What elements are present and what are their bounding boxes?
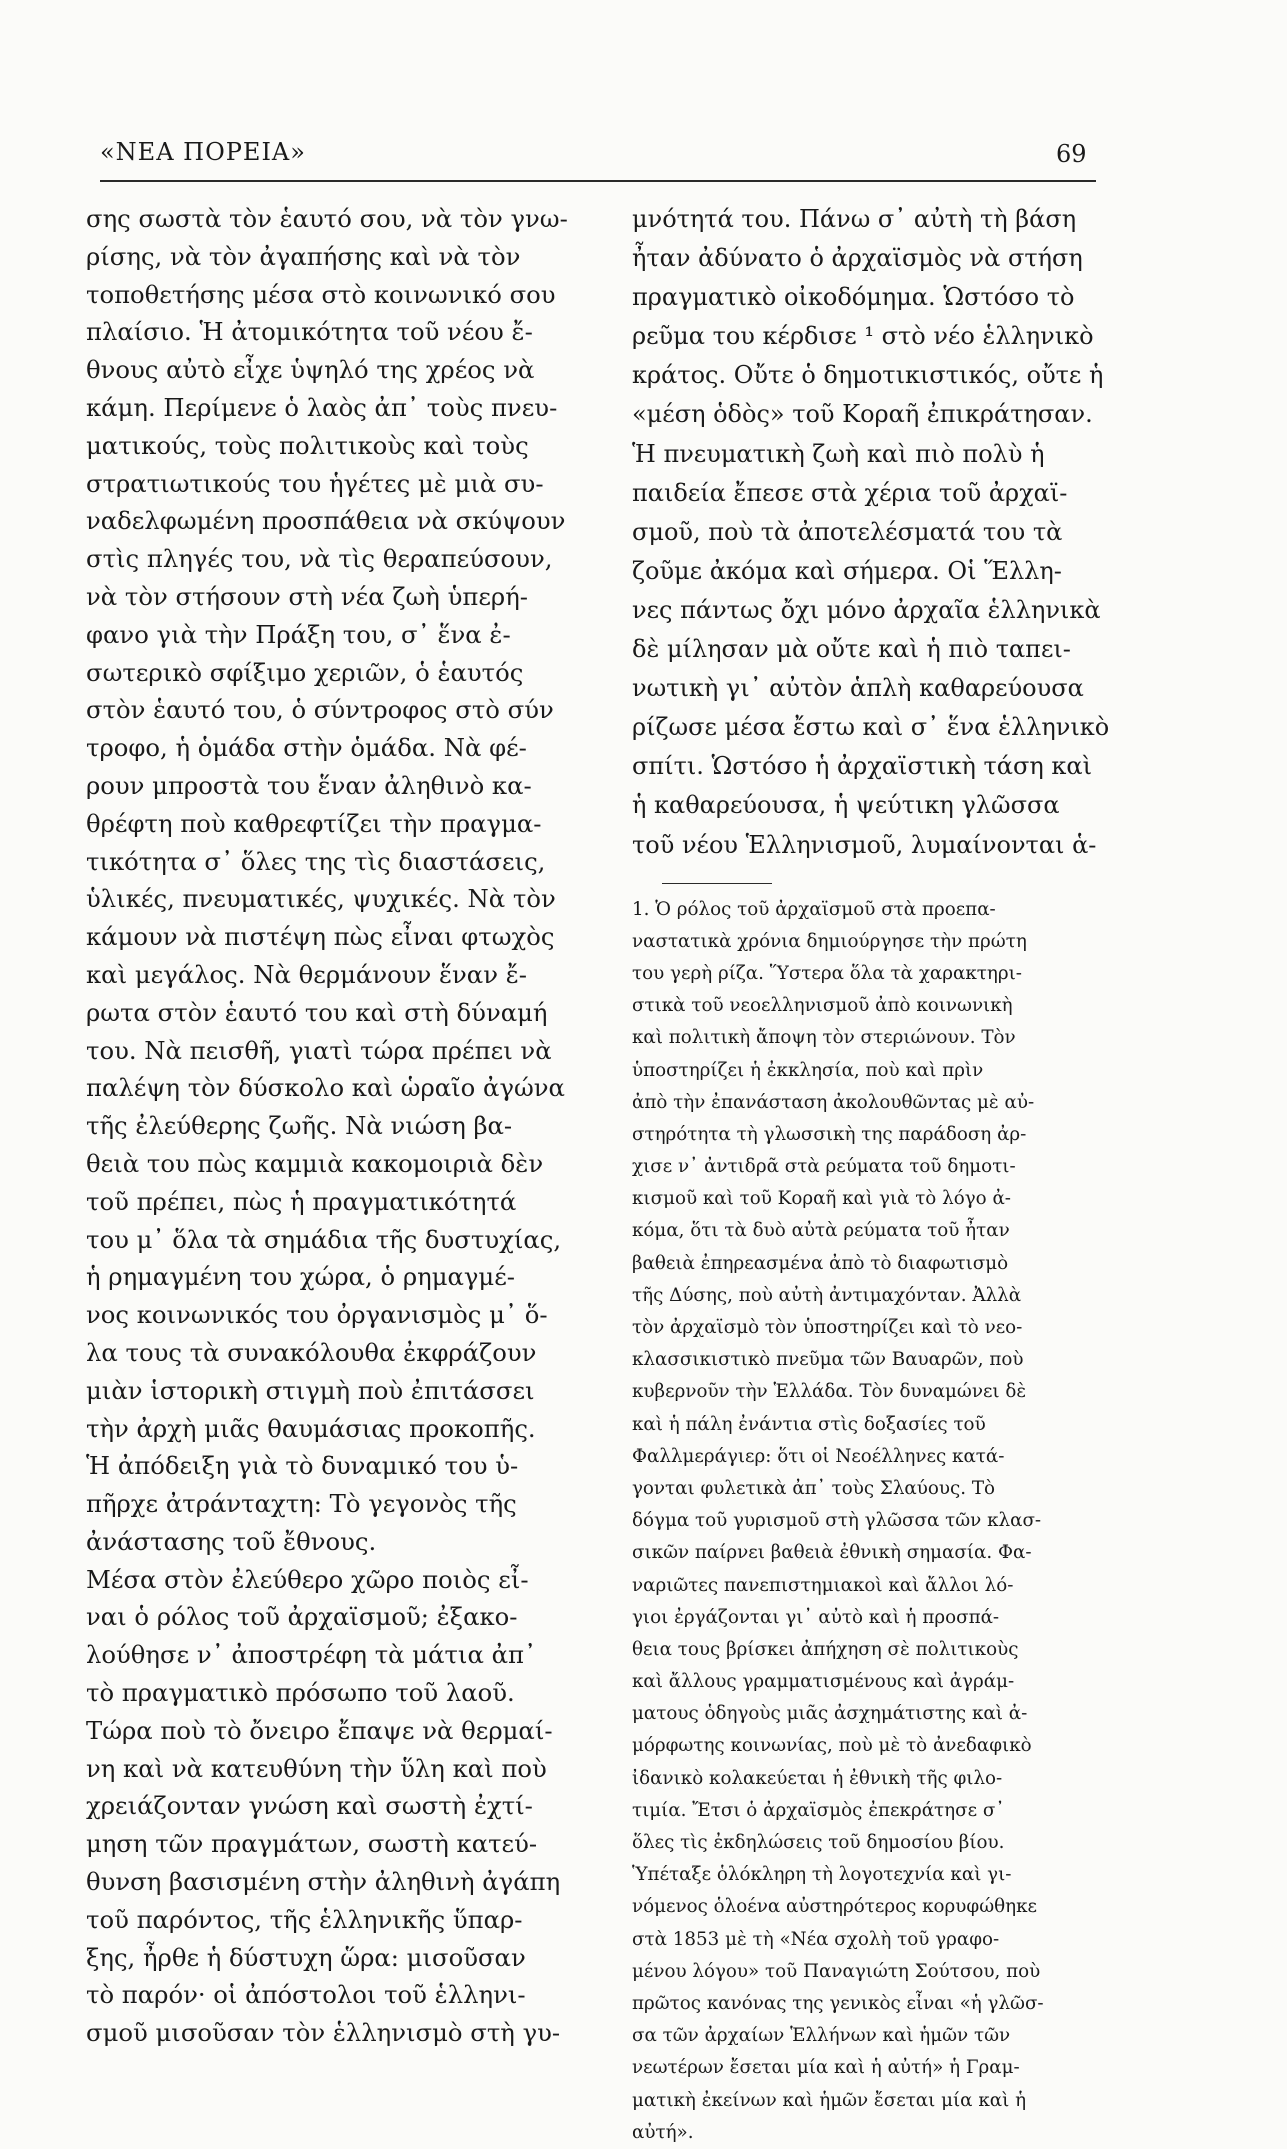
footnote-line: γιοι ἐργάζονται γι᾽ αὐτὸ καὶ ἡ προσπά- bbox=[632, 1606, 1000, 1628]
footnote-line: καὶ ἄλλους γραμματισμένους καὶ ἀγράμ- bbox=[632, 1671, 1015, 1693]
text-line: θειὰ του πὼς καμμιὰ κακομοιριὰ δὲν bbox=[86, 1148, 544, 1178]
text-line: μιὰν ἱστορικὴ στιγμὴ ποὺ ἐπιτάσσει bbox=[86, 1375, 535, 1405]
footnote-line: ματους ὁδηγοὺς μιᾶς ἀσχημάτιστης καὶ ἀ- bbox=[632, 1703, 1028, 1725]
footnote-line: πρῶτος κανόνας της γενικὸς εἶναι «ἡ γλῶσ- bbox=[632, 1992, 1044, 2014]
footnote-line: κόμα, ὅτι τὰ δυὸ αὐτὰ ρεύματα τοῦ ἦταν bbox=[632, 1220, 1010, 1242]
text-line: κάμη. Περίμενε ὁ λαὸς ἀπ᾽ τοὺς πνευ- bbox=[86, 392, 558, 422]
text-line: μνότητά του. Πάνω σ᾽ αὐτὴ τὴ βάση bbox=[632, 205, 1077, 233]
text-line: ρίσης, νὰ τὸν ἀγαπήσης καὶ νὰ τὸν bbox=[86, 241, 521, 271]
text-line: του. Νὰ πεισθῆ, γιατὶ τώρα πρέπει νὰ bbox=[86, 1035, 552, 1065]
text-line: θρέφτη ποὺ καθρεφτίζει τὴν πραγμα- bbox=[86, 808, 542, 838]
text-line: ρεῦμα του κέρδισε ¹ στὸ νέο ἑλληνικὸ bbox=[632, 322, 1094, 351]
text-line: πλαίσιο. Ἡ ἀτομικότητα τοῦ νέου ἔ- bbox=[86, 317, 533, 347]
text-line: λα τους τὰ συνακόλουθα ἐκφράζουν bbox=[86, 1337, 537, 1367]
footnote-rule bbox=[662, 883, 772, 884]
footnote-line: νόμενος ὁλοένα αὐστηρότερος κορυφώθηκε bbox=[632, 1896, 1037, 1918]
text-line: κάμουν νὰ πιστέψη πὼς εἶναι φτωχὸς bbox=[86, 922, 555, 952]
footnote-line: στὰ 1853 μὲ τὴ «Νέα σχολὴ τοῦ γραφο- bbox=[632, 1928, 1000, 1950]
footnote-line: ὑποστηρίζει ἡ ἐκκλησία, ποὺ καὶ πρὶν bbox=[632, 1059, 984, 1081]
footnote-line: δόγμα τοῦ γυρισμοῦ στὴ γλῶσσα τῶν κλασ- bbox=[632, 1510, 1042, 1532]
footnote-line: στικὰ τοῦ νεοελληνισμοῦ ἀπὸ κοινωνικὴ bbox=[632, 995, 1013, 1017]
text-line: σμοῦ, ποὺ τὰ ἀποτελέσματά του τὰ bbox=[632, 517, 1063, 546]
footnote-line: ναριῶτες πανεπιστημιακοὶ καὶ ἄλλοι λό- bbox=[632, 1574, 1014, 1596]
running-title: «ΝΕΑ ΠΟΡΕΙΑ» bbox=[100, 138, 306, 166]
footnote-line: στηρότητα τὴ γλωσσικὴ της παράδοση ἀρ- bbox=[632, 1123, 1027, 1145]
text-line: ρωτα στὸν ἑαυτό του καὶ στὴ δύναμή bbox=[86, 997, 548, 1027]
text-line: πραγματικὸ οἰκοδόμημα. Ὡστόσο τὸ bbox=[632, 283, 1075, 312]
text-line: ἀνάστασης τοῦ ἔθνους. bbox=[86, 1526, 377, 1556]
footnote-line: θεια τους βρίσκει ἀπήχηση σὲ πολιτικοὺς bbox=[632, 1638, 1019, 1660]
footnote-line: ἀπὸ τὴν ἐπανάσταση ἀκολουθῶντας μὲ αὐ- bbox=[632, 1091, 1035, 1113]
text-line: σπίτι. Ὡστόσο ἡ ἀρχαϊστικὴ τάση καὶ bbox=[632, 752, 1093, 781]
text-line: θυνση βασισμένη στὴν ἀληθινὴ ἀγάπη bbox=[86, 1867, 561, 1897]
text-line: ἡ ρημαγμένη του χώρα, ὁ ρημαγμέ- bbox=[86, 1262, 516, 1292]
text-line: τὸ πραγματικὸ πρόσωπο τοῦ λαοῦ. bbox=[86, 1678, 515, 1708]
text-line: νὰ τὸν στήσουν στὴ νέα ζωὴ ὑπερή- bbox=[86, 581, 528, 611]
text-line: φανο γιὰ τὴν Πράξη του, σ᾽ ἕνα ἐ- bbox=[86, 619, 511, 649]
text-line: σης σωστὰ τὸν ἑαυτό σου, νὰ τὸν γνω- bbox=[86, 204, 568, 233]
text-line: χρειάζονταν γνώση καὶ σωστὴ ἐχτί- bbox=[86, 1791, 533, 1821]
text-line: νωτικὴ γι᾽ αὐτὸν ἁπλὴ καθαρεύουσα bbox=[632, 674, 1084, 703]
text-line: ματικούς, τοὺς πολιτικοὺς καὶ τοὺς bbox=[86, 430, 529, 460]
footnote-line: μόρφωτης κοινωνίας, ποὺ μὲ τὸ ἀνεδαφικὸ bbox=[632, 1735, 1032, 1757]
text-line: ναι ὁ ρόλος τοῦ ἀρχαϊσμοῦ; ἐξακο- bbox=[86, 1602, 518, 1632]
footnote-line: βαθειὰ ἐπηρεασμένα ἀπὸ τὸ διαφωτισμὸ bbox=[632, 1252, 1009, 1274]
footnote-line: τὸν ἀρχαϊσμὸ τὸν ὑποστηρίζει καὶ τὸ νεο- bbox=[632, 1317, 1023, 1339]
footnote-line: μένου λόγου» τοῦ Παναγιώτη Σούτσου, ποὺ bbox=[632, 1960, 1041, 1982]
text-line: Τώρα ποὺ τὸ ὄνειρο ἔπαψε νὰ θερμαί- bbox=[86, 1715, 553, 1745]
footnote-line: ναστατικὰ χρόνια δημιούργησε τὴν πρώτη bbox=[632, 930, 1027, 952]
footnote-line: τιμία. Ἔτσι ὁ ἀρχαϊσμὸς ἐπεκράτησε σ᾽ bbox=[632, 1799, 1005, 1821]
footnote-line: καὶ πολιτικὴ ἄποψη τὸν στεριώνουν. Τὸν bbox=[632, 1027, 1016, 1049]
footnote-line: 1. Ὁ ρόλος τοῦ ἀρχαϊσμοῦ στὰ προεπα- bbox=[632, 898, 996, 920]
text-line: σμοῦ μισοῦσαν τὸν ἑλληνισμὸ στὴ γυ- bbox=[86, 2018, 561, 2048]
text-line: θνους αὐτὸ εἶχε ὑψηλό της χρέος νὰ bbox=[86, 355, 535, 385]
text-line: παιδεία ἔπεσε στὰ χέρια τοῦ ἀρχαϊ- bbox=[632, 478, 1068, 507]
text-line: ναδελφωμένη προσπάθεια νὰ σκύψουν bbox=[86, 506, 566, 536]
text-line: Ἡ ἀπόδειξη γιὰ τὸ δυναμικό του ὑ- bbox=[86, 1451, 519, 1481]
text-line: πῆρχε ἀτράνταχτη: Τὸ γεγονὸς τῆς bbox=[86, 1489, 517, 1519]
text-line: κράτος. Οὔτε ὁ δημοτικιστικός, οὔτε ἡ bbox=[632, 361, 1104, 390]
text-line: καὶ μεγάλος. Νὰ θερμάνουν ἕναν ἔ- bbox=[86, 959, 527, 989]
text-line: στρατιωτικούς του ἡγέτες μὲ μιὰ συ- bbox=[86, 468, 544, 498]
right-column bbox=[632, 200, 1110, 2149]
footnote bbox=[632, 894, 1110, 2149]
footnote-line: γονται φυλετικὰ ἀπ᾽ τοὺς Σλαύους. Τὸ bbox=[632, 1477, 996, 1499]
footnote-line: Φαλλμεράγιερ: ὅτι οἱ Νεοέλληνες κατά- bbox=[632, 1445, 1005, 1467]
footnote-line: τῆς Δύσης, ποὺ αὐτὴ ἀντιμαχόνταν. Ἀλλὰ bbox=[632, 1284, 1022, 1306]
footnote-line: ὅλες τὶς ἐκδηλώσεις τοῦ δημοσίου βίου. bbox=[632, 1832, 1005, 1854]
text-line: τοῦ παρόντος, τῆς ἑλληνικῆς ὕπαρ- bbox=[86, 1904, 523, 1934]
text-line: στὶς πληγές του, νὰ τὶς θεραπεύσουν, bbox=[86, 544, 553, 574]
text-line: τροφο, ἡ ὁμάδα στὴν ὁμάδα. Νὰ φέ- bbox=[86, 733, 527, 763]
text-line: τοποθετήσης μέσα στὸ κοινωνικό σου bbox=[86, 279, 556, 309]
text-line: τικότητα σ᾽ ὅλες της τὶς διαστάσεις, bbox=[86, 846, 546, 876]
text-line: νος κοινωνικός του ὀργανισμὸς μ᾽ ὅ- bbox=[86, 1300, 548, 1330]
footnote-line: σικῶν παίρνει βαθειὰ ἐθνικὴ σημασία. Φα- bbox=[632, 1542, 1032, 1564]
text-line: παλέψη τὸν δύσκολο καὶ ὡραῖο ἀγώνα bbox=[86, 1073, 565, 1103]
footnote-line: ἰδανικὸ κολακεύεται ἡ ἐθνικὴ τῆς φιλο- bbox=[632, 1767, 1003, 1789]
left-column bbox=[86, 200, 626, 2052]
footnote-line: κισμοῦ καὶ τοῦ Κοραῆ καὶ γιὰ τὸ λόγο ἀ- bbox=[632, 1188, 1011, 1210]
text-line: Μέσα στὸν ἐλεύθερο χῶρο ποιὸς εἶ- bbox=[86, 1564, 529, 1594]
text-line: Ἡ πνευματικὴ ζωὴ καὶ πιὸ πολὺ ἡ bbox=[632, 439, 1045, 468]
footnote-line: αὐτή». bbox=[632, 2121, 694, 2143]
text-line: ρίζωσε μέσα ἔστω καὶ σ᾽ ἕνα ἑλληνικὸ bbox=[632, 713, 1110, 742]
footnote-line: του γερὴ ρίζα. Ὕστερα ὅλα τὰ χαρακτηρι- bbox=[632, 962, 1022, 984]
text-line: τῆς ἐλεύθερης ζωῆς. Νὰ νιώση βα- bbox=[86, 1111, 513, 1141]
header-rule bbox=[100, 180, 1096, 182]
footnote-line: ματικὴ ἐκείνων καὶ ἡμῶν ἔσεται μία καὶ ἡ bbox=[632, 2089, 1027, 2111]
text-line: δὲ μίλησαν μὰ οὔτε καὶ ἡ πιὸ ταπει- bbox=[632, 635, 1071, 664]
footnote-line: χισε ν᾽ ἀντιδρᾶ στὰ ρεύματα τοῦ δημοτι- bbox=[632, 1156, 1016, 1178]
text-line: τοῦ νέου Ἑλληνισμοῦ, λυμαίνονται ἁ- bbox=[632, 830, 1097, 859]
text-line: τοῦ πρέπει, πὼς ἡ πραγματικότητά bbox=[86, 1186, 517, 1216]
text-line: «μέση ὁδὸς» τοῦ Κοραῆ ἐπικράτησαν. bbox=[632, 400, 1093, 429]
text-line: μηση τῶν πραγμάτων, σωστὴ κατεύ- bbox=[86, 1829, 538, 1859]
text-line: νη καὶ νὰ κατευθύνη τὴν ὕλη καὶ ποὺ bbox=[86, 1753, 547, 1783]
text-line: ἡ καθαρεύουσα, ἡ ψεύτικη γλῶσσα bbox=[632, 791, 1060, 820]
text-line: ὑλικές, πνευματικές, ψυχικές. Νὰ τὸν bbox=[86, 884, 556, 914]
text-line: νες πάντως ὄχι μόνο ἀρχαῖα ἑλληνικὰ bbox=[632, 595, 1101, 624]
text-line: ξης, ἦρθε ἡ δύστυχη ὥρα: μισοῦσαν bbox=[86, 1942, 526, 1972]
text-line: ἦταν ἀδύνατο ὁ ἀρχαϊσμὸς νὰ στήση bbox=[632, 244, 1083, 273]
footnote-line: σα τῶν ἀρχαίων Ἑλλήνων καὶ ἡμῶν τῶν bbox=[632, 2025, 1011, 2047]
text-line: ζοῦμε ἀκόμα καὶ σήμερα. Οἱ Ἕλλη- bbox=[632, 556, 1062, 585]
footnote-line: νεωτέρων ἔσεται μία καὶ ἡ αὐτή» ἡ Γραμ- bbox=[632, 2057, 1020, 2079]
text-line: τὸ παρόν· οἱ ἀπόστολοι τοῦ ἑλληνι- bbox=[86, 1980, 526, 2010]
footnote-line: καὶ ἡ πάλη ἐνάντια στὶς δοξασίες τοῦ bbox=[632, 1413, 986, 1435]
page-number: 69 bbox=[1056, 140, 1087, 168]
text-line: σωτερικὸ σφίξιμο χεριῶν, ὁ ἑαυτός bbox=[86, 657, 524, 687]
footnote-line: κλασσικιστικὸ πνεῦμα τῶν Βαυαρῶν, ποὺ bbox=[632, 1349, 1024, 1371]
text-line: τὴν ἀρχὴ μιᾶς θαυμάσιας προκοπῆς. bbox=[86, 1413, 536, 1443]
footnote-line: κυβερνοῦν τὴν Ἑλλάδα. Τὸν δυναμώνει δὲ bbox=[632, 1381, 1027, 1403]
footnote-line: Ὑπέταξε ὁλόκληρη τὴ λογοτεχνία καὶ γι- bbox=[632, 1864, 1012, 1886]
text-line: στὸν ἑαυτό του, ὁ σύντροφος στὸ σύν bbox=[86, 695, 554, 725]
text-line: ρουν μπροστὰ του ἕναν ἀληθινὸ κα- bbox=[86, 770, 532, 800]
text-line: λούθησε ν᾽ ἀποστρέφη τὰ μάτια ἀπ᾽ bbox=[86, 1640, 537, 1670]
text-line: του μ᾽ ὅλα τὰ σημάδια τῆς δυστυχίας, bbox=[86, 1224, 562, 1254]
